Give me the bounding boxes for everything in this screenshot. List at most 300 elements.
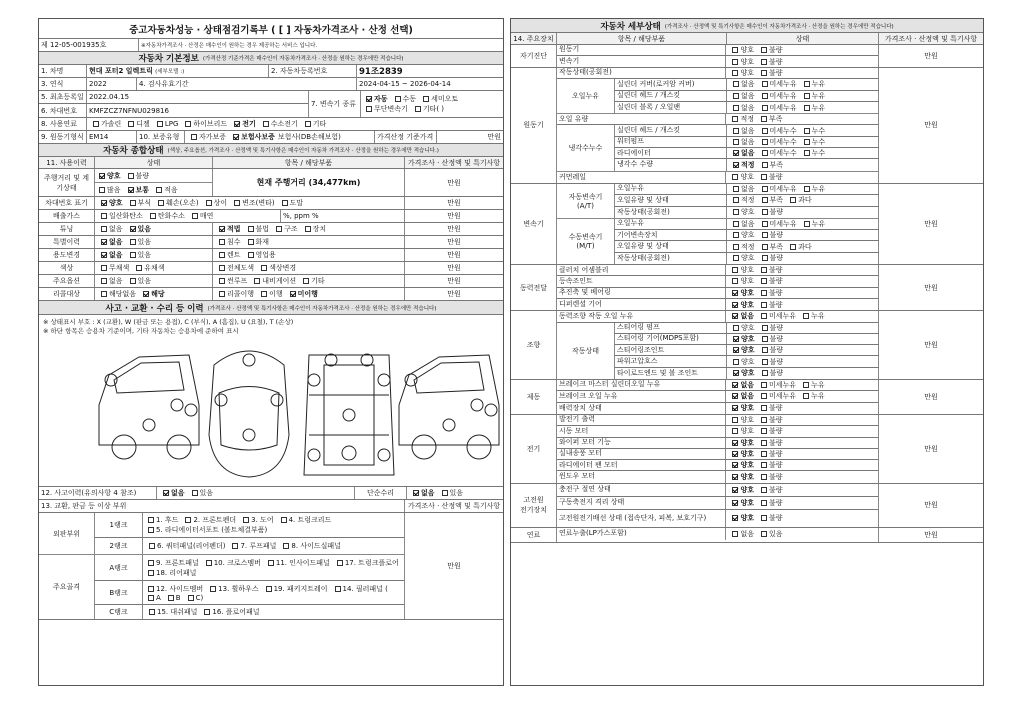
status-option[interactable]: 부족 xyxy=(758,160,784,170)
summary-row-special xyxy=(39,236,503,249)
status-option[interactable]: 누유 xyxy=(799,311,825,321)
summary-label: 배출가스 xyxy=(39,210,95,222)
accident-yes[interactable]: 있음 xyxy=(188,488,214,498)
status-option[interactable]: 적정 xyxy=(729,242,755,252)
summary-row-usage xyxy=(39,249,503,262)
status-option[interactable]: 없음 xyxy=(729,91,755,101)
odo-high[interactable]: 많음 xyxy=(95,185,121,195)
status-options xyxy=(726,299,878,310)
detail-col-item: 항목 / 해당부품 xyxy=(557,33,727,44)
detail-col-device: 14. 주요장치 xyxy=(511,33,557,44)
detail-item: 발전기 출력 xyxy=(557,415,726,425)
status-option[interactable]: 미세누유 xyxy=(758,91,797,101)
part-hood[interactable]: 1. 후드 xyxy=(144,515,178,525)
status-option[interactable]: 있음 xyxy=(757,529,783,539)
base-price-unit: 만원 xyxy=(487,133,501,141)
detail-item: 오일누유 xyxy=(615,219,727,229)
detail-col-price: 가격조사 · 산정액 및 특기사항 xyxy=(879,33,983,44)
status-option[interactable]: 양호 xyxy=(728,57,754,67)
status-option[interactable]: 누유 xyxy=(800,184,826,194)
price-unit: 만원 xyxy=(447,225,461,233)
status-option[interactable]: 미세누유 xyxy=(758,219,797,229)
odo-good[interactable]: 양호 xyxy=(95,171,121,181)
status-option[interactable]: 없음 xyxy=(729,103,755,113)
status-option[interactable]: 불량 xyxy=(757,288,783,298)
detail-item: 윈도우 모터 xyxy=(557,471,726,482)
vin: KMFZCZ7NFNU029816 xyxy=(89,106,169,115)
status-option[interactable]: 불량 xyxy=(758,323,784,333)
vin-status-options xyxy=(95,197,405,209)
status-options xyxy=(727,137,879,147)
trans-cvt[interactable]: 무단변속기 xyxy=(362,104,408,114)
status-option[interactable]: 불량 xyxy=(757,513,783,523)
vin-mismatch[interactable]: 상이 xyxy=(202,198,228,208)
status-option[interactable]: 불량 xyxy=(757,57,783,67)
part-radiator-support[interactable]: 5. 라디에이터서포트 (볼트체결부품) xyxy=(144,525,267,535)
status-option[interactable]: 적정 xyxy=(729,195,755,205)
status-option[interactable]: 양호 xyxy=(728,288,754,298)
price-unit: 만원 xyxy=(447,178,461,187)
status-option[interactable]: 과다 xyxy=(786,195,812,205)
trans-manual[interactable]: 수동 xyxy=(391,94,417,104)
status-option[interactable]: 불량 xyxy=(757,438,783,448)
status-options xyxy=(727,241,879,251)
part-dash-panel[interactable]: 15. 대쉬패널 xyxy=(145,607,197,617)
status-option[interactable]: 미세누유 xyxy=(757,380,796,390)
basic-info-title: 자동차 기본정보 (가격산정 기준가격은 매수인이 자동차가격조사 · 산정을 원하는 경우에만 적습니다) xyxy=(39,52,503,64)
rank2-label: 2랭크 xyxy=(95,538,143,554)
status-option[interactable]: 불량 xyxy=(757,265,783,275)
detail-row xyxy=(557,484,878,497)
detail-group xyxy=(511,45,983,68)
status-option[interactable]: 불량 xyxy=(758,253,784,263)
detail-subgroup-label: 냉각수누수 xyxy=(557,125,615,170)
status-option[interactable]: 불량 xyxy=(758,207,784,217)
label-car-name: 1. 차명 xyxy=(39,65,87,77)
status-option[interactable]: 미세누유 xyxy=(758,79,797,89)
opt-color-change[interactable]: 색상변경 xyxy=(257,263,296,273)
detail-row xyxy=(615,368,879,379)
status-option[interactable]: 없음 xyxy=(729,148,755,158)
detail-row xyxy=(557,288,878,299)
opt-navigation[interactable]: 내비게이션 xyxy=(250,276,296,286)
opt-applicable[interactable]: 해당 xyxy=(139,289,165,299)
part-floor-panel[interactable]: 16. 플로어패널 xyxy=(200,607,259,617)
fuel-gasoline[interactable]: 가솔린 xyxy=(89,119,121,129)
status-options xyxy=(726,403,878,414)
detail-group-label: 연료 xyxy=(511,528,557,542)
status-option[interactable]: 불량 xyxy=(757,403,783,413)
pillar-c[interactable]: C) xyxy=(184,594,204,602)
trans-other[interactable]: 기타( ) xyxy=(411,104,444,114)
exchange-price-unit: 만원 xyxy=(447,562,461,570)
status-option[interactable]: 없음 xyxy=(729,126,755,136)
part-door[interactable]: 3. 도어 xyxy=(239,515,273,525)
status-option[interactable]: 양호 xyxy=(728,513,754,523)
status-option[interactable]: 불량 xyxy=(758,230,784,240)
status-option[interactable]: 양호 xyxy=(729,207,755,217)
status-option[interactable]: 양호 xyxy=(728,265,754,275)
status-option[interactable]: 누유 xyxy=(799,380,825,390)
warranty-self[interactable]: 자가보증 xyxy=(187,132,226,142)
detail-row xyxy=(557,528,878,540)
part-wheel-house[interactable]: 13. 휠하우스 xyxy=(206,584,258,594)
opt-none[interactable]: 없음 xyxy=(97,237,123,247)
trans-semi[interactable]: 세미오토 xyxy=(419,94,458,104)
status-option[interactable]: 양호 xyxy=(728,415,754,425)
status-option[interactable]: 양호 xyxy=(728,498,754,508)
part-quarter-panel[interactable]: 6. 쿼터패널(리어펜더) xyxy=(145,541,225,551)
status-option[interactable]: 불량 xyxy=(757,472,783,482)
status-option[interactable]: 누유 xyxy=(799,391,825,401)
status-option[interactable]: 양호 xyxy=(728,460,754,470)
status-options xyxy=(726,415,878,425)
detail-row xyxy=(615,230,879,241)
part-front-panel[interactable]: 9. 프론트패널 xyxy=(144,558,199,568)
summary-row-odometer xyxy=(39,169,503,197)
status-options xyxy=(726,449,878,459)
detail-item: 배력장치 상태 xyxy=(557,403,726,414)
status-options xyxy=(727,159,879,170)
detail-item: 기어변속장치 xyxy=(615,230,727,240)
opt-chromatic[interactable]: 유채색 xyxy=(132,263,164,273)
opt-achromatic[interactable]: 무채색 xyxy=(97,263,129,273)
detail-row xyxy=(615,195,879,206)
status-option[interactable]: 불량 xyxy=(757,68,783,78)
odo-bad[interactable]: 불량 xyxy=(124,171,150,181)
status-options xyxy=(727,323,879,333)
opt-business[interactable]: 영업용 xyxy=(244,250,276,260)
summary-row-vin xyxy=(39,197,503,210)
status-option[interactable]: 양호 xyxy=(728,426,754,436)
status-option[interactable]: 불량 xyxy=(757,172,783,182)
opt-none[interactable]: 없음 xyxy=(97,224,123,234)
detail-item: 등속조인트 xyxy=(557,276,726,286)
detail-body xyxy=(511,45,983,543)
status-option[interactable]: 불량 xyxy=(757,498,783,508)
part-trunk-lid[interactable]: 4. 트렁크리드 xyxy=(277,515,332,525)
status-option[interactable]: 불량 xyxy=(757,45,783,55)
fuel-other[interactable]: 기타 xyxy=(301,119,327,129)
opt-yes[interactable]: 있음 xyxy=(126,276,152,286)
detail-item: 동력조향 작동 오일 누유 xyxy=(557,311,726,321)
opt-other[interactable]: 기타 xyxy=(299,276,325,286)
price-unit: 만원 xyxy=(447,264,461,272)
status-option[interactable]: 불량 xyxy=(758,368,784,378)
opt-recall-done[interactable]: 리콜이행 xyxy=(215,289,254,299)
opt-legal[interactable]: 적법 xyxy=(215,224,241,234)
status-option[interactable]: 양호 xyxy=(728,68,754,78)
status-options xyxy=(727,356,879,366)
status-option[interactable]: 불량 xyxy=(757,415,783,425)
status-option[interactable]: 양호 xyxy=(728,449,754,459)
car-top-view xyxy=(209,351,289,477)
detail-subgroup-label: 수동변속기 (M/T) xyxy=(557,219,615,264)
opt-yes[interactable]: 있음 xyxy=(126,250,152,260)
rankA-label: A랭크 xyxy=(95,555,143,580)
detail-col-status: 상태 xyxy=(727,33,879,44)
emission-smoke[interactable]: 매연 xyxy=(188,211,214,221)
status-option[interactable]: 양호 xyxy=(729,345,755,355)
part-trunk-floor[interactable]: 17. 트렁크플로어 xyxy=(333,558,399,568)
detail-group-label: 변속기 xyxy=(511,184,557,264)
detail-subgroup-label: 작동상태 xyxy=(557,323,615,379)
part-inside-panel[interactable]: 11. 인사이드패널 xyxy=(264,558,330,568)
status-options xyxy=(726,391,878,401)
status-option[interactable]: 양호 xyxy=(729,253,755,263)
status-options xyxy=(726,460,878,470)
warranty-options: 자가보증 보험사보증 보험사(DB손해보험) xyxy=(185,131,375,143)
detail-row xyxy=(557,449,878,460)
status-option[interactable]: 누수 xyxy=(800,137,826,147)
pillar-a[interactable]: A xyxy=(144,594,161,602)
detail-item: 스티어링 펌프 xyxy=(615,323,727,333)
rankC-label: C랭크 xyxy=(95,605,143,619)
opt-device[interactable]: 장치 xyxy=(301,224,327,234)
opt-flood[interactable]: 침수 xyxy=(215,237,241,247)
opt-none[interactable]: 없음 xyxy=(97,250,123,260)
odo-normal[interactable]: 보통 xyxy=(124,185,150,195)
pillar-b[interactable]: B xyxy=(164,594,181,602)
price-unit: 만원 xyxy=(924,283,938,292)
opt-not-applicable[interactable]: 해당없음 xyxy=(97,289,136,299)
status-option[interactable]: 누유 xyxy=(800,103,826,113)
status-options xyxy=(726,528,878,540)
opt-not-done[interactable]: 미이행 xyxy=(286,289,318,299)
detail-row xyxy=(557,380,878,391)
status-option[interactable]: 양호 xyxy=(729,368,755,378)
status-option[interactable]: 누수 xyxy=(800,126,826,136)
status-option[interactable]: 양호 xyxy=(729,230,755,240)
status-option[interactable]: 미세누유 xyxy=(758,184,797,194)
status-option[interactable]: 없음 xyxy=(729,79,755,89)
opt-fire[interactable]: 화재 xyxy=(244,237,270,247)
detail-item: 실내송풍 모터 xyxy=(557,449,726,459)
status-option[interactable]: 적정 xyxy=(729,160,755,170)
status-option[interactable]: 양호 xyxy=(728,403,754,413)
summary-row-color xyxy=(39,262,503,275)
detail-group xyxy=(511,311,983,380)
status-option[interactable]: 양호 xyxy=(728,172,754,182)
status-option[interactable]: 불량 xyxy=(758,334,784,344)
status-options xyxy=(726,114,878,124)
detail-item: 충전구 절연 상태 xyxy=(557,484,726,496)
accident-none[interactable]: 없음 xyxy=(159,488,185,498)
opt-done[interactable]: 이행 xyxy=(257,289,283,299)
part-side-member[interactable]: 12. 사이드멤버 xyxy=(144,584,203,594)
status-option[interactable]: 부족 xyxy=(757,114,783,124)
price-unit: 만원 xyxy=(924,530,938,539)
detail-row xyxy=(615,137,879,148)
left-panel xyxy=(38,18,504,686)
car-diagram-area xyxy=(39,315,503,487)
status-option[interactable]: 누유 xyxy=(800,79,826,89)
trans-auto[interactable]: 자동 xyxy=(362,94,388,104)
status-option[interactable]: 불량 xyxy=(758,345,784,355)
status-option[interactable]: 누수 xyxy=(800,148,826,158)
status-options xyxy=(727,184,879,194)
price-unit: 만원 xyxy=(447,199,461,207)
status-option[interactable]: 없음 xyxy=(728,529,754,539)
vin-smeared[interactable]: 도말 xyxy=(278,198,304,208)
warranty-insurer[interactable]: 보험사보증 xyxy=(229,132,275,142)
opt-none[interactable]: 없음 xyxy=(97,276,123,286)
status-option[interactable]: 미세누유 xyxy=(758,103,797,113)
detail-row xyxy=(615,219,879,230)
legend-note: ※ 하단 항목은 승용차 기준이며, 기타 자동차는 승용차에 준하여 표시 xyxy=(43,327,239,335)
car-diagram xyxy=(39,335,503,485)
exchange-parts-table xyxy=(39,513,503,620)
price-unit: 만원 xyxy=(447,251,461,259)
detail-item: 오일누유 xyxy=(615,184,727,194)
label-exchange-parts: 13. 교환, 판금 등 이상 부위 xyxy=(39,500,405,512)
status-option[interactable]: 없음 xyxy=(728,391,754,401)
status-option[interactable]: 양호 xyxy=(729,334,755,344)
status-option[interactable]: 불량 xyxy=(757,460,783,470)
detail-item: 오일 유량 xyxy=(557,114,726,124)
detail-item: 추진축 및 베어링 xyxy=(557,288,726,298)
part-side-sill[interactable]: 8. 사이드실패널 xyxy=(279,541,340,551)
status-option[interactable]: 미세누수 xyxy=(758,137,797,147)
status-option[interactable]: 미세누유 xyxy=(757,311,796,321)
detail-item: 실린더 커버(로커암 커버) xyxy=(615,79,727,89)
detail-item: 냉각수 수량 xyxy=(615,159,727,170)
opt-rent[interactable]: 렌트 xyxy=(215,250,241,260)
detail-row xyxy=(557,114,878,125)
detail-group xyxy=(511,380,983,415)
status-option[interactable]: 부족 xyxy=(758,195,784,205)
summary-row-recall xyxy=(39,288,503,301)
price-unit: 만원 xyxy=(447,290,461,298)
status-option[interactable]: 없음 xyxy=(728,380,754,390)
vin-altered[interactable]: 변조(변타) xyxy=(230,198,275,208)
emission-hc[interactable]: 탄화수소 xyxy=(146,211,185,221)
opt-yes[interactable]: 있음 xyxy=(126,237,152,247)
status-option[interactable]: 양호 xyxy=(728,45,754,55)
status-options xyxy=(727,102,879,113)
summary-label: 주요옵션 xyxy=(39,275,95,287)
status-option[interactable]: 불량 xyxy=(757,449,783,459)
fuel-hydrogen[interactable]: 수소전기 xyxy=(259,119,298,129)
detail-item: 브레이크 마스터 실린더오일 누유 xyxy=(557,380,726,390)
fuel-hybrid[interactable]: 하이브리드 xyxy=(181,119,227,129)
status-option[interactable]: 양호 xyxy=(728,472,754,482)
label-fuel: 8. 사용연료 xyxy=(39,118,87,130)
opt-illegal[interactable]: 불법 xyxy=(244,224,270,234)
part-rear-panel[interactable]: 18. 리어패널 xyxy=(144,568,196,578)
status-option[interactable]: 없음 xyxy=(728,311,754,321)
fuel-electric[interactable]: 전기 xyxy=(230,119,256,129)
label-vin: 6. 차대번호 xyxy=(39,104,87,117)
detail-row xyxy=(615,345,879,356)
exchange-price-header: 가격조사 · 산정액 및 특기사항 xyxy=(407,502,501,510)
status-options xyxy=(726,510,878,527)
status-option[interactable]: 양호 xyxy=(728,438,754,448)
simple-repair-none[interactable]: 없음 xyxy=(409,488,435,498)
detail-row xyxy=(615,125,879,136)
first-reg: 2022.04.15 xyxy=(89,93,130,101)
detail-subgroup-label: 자동변속기 (A/T) xyxy=(557,184,615,218)
status-option[interactable]: 적정 xyxy=(728,114,754,124)
car-frame-view xyxy=(304,354,394,475)
legend-symbols: ※ 상태표시 부호 : X (교환), W (판금 또는 용접), C (부식), A (흠집), U (요철), T (손상) xyxy=(43,318,294,326)
part-package-tray[interactable]: 19. 패키지트레이 xyxy=(262,584,328,594)
detail-row xyxy=(557,471,878,482)
part-pillar-panel[interactable]: 14. 필러패널 ( xyxy=(331,584,388,594)
status-option[interactable]: 미세누수 xyxy=(758,148,797,158)
odo-low[interactable]: 적음 xyxy=(152,185,178,195)
status-options xyxy=(726,426,878,436)
status-option[interactable]: 양호 xyxy=(728,300,754,310)
detail-item: 작동상태(공회전) xyxy=(615,207,727,218)
vin-rust[interactable]: 부식 xyxy=(126,198,152,208)
status-option[interactable]: 없음 xyxy=(729,219,755,229)
car-left-side-view xyxy=(99,355,199,459)
status-option[interactable]: 양호 xyxy=(728,276,754,286)
status-option[interactable]: 불량 xyxy=(758,357,784,367)
part-roof-panel[interactable]: 7. 루프패널 xyxy=(228,541,276,551)
status-options xyxy=(727,79,879,89)
status-option[interactable]: 불량 xyxy=(757,485,783,495)
detail-item: 브레이크 오일 누유 xyxy=(557,391,726,401)
summary-label: 차대번호 표기 xyxy=(39,197,95,209)
detail-row xyxy=(615,91,879,102)
detail-row xyxy=(615,184,879,195)
status-option[interactable]: 미세누유 xyxy=(757,391,796,401)
status-option[interactable]: 과다 xyxy=(786,242,812,252)
detail-item: 커먼레일 xyxy=(557,172,726,183)
status-options xyxy=(727,253,879,264)
status-option[interactable]: 양호 xyxy=(729,357,755,367)
part-front-fender[interactable]: 2. 프론트펜더 xyxy=(181,515,236,525)
status-option[interactable]: 양호 xyxy=(728,485,754,495)
rank1-label: 1랭크 xyxy=(95,513,143,537)
status-option[interactable]: 불량 xyxy=(757,300,783,310)
status-option[interactable]: 없음 xyxy=(729,137,755,147)
status-option[interactable]: 누유 xyxy=(800,219,826,229)
detail-row xyxy=(557,276,878,287)
label-first-reg: 5. 최초등록일 xyxy=(39,91,87,103)
vin-good[interactable]: 양호 xyxy=(97,198,123,208)
detail-item: 실린더 헤드 / 개스킷 xyxy=(615,125,727,135)
price-unit: 만원 xyxy=(924,341,938,350)
detail-item: 타이로드엔드 및 볼 조인트 xyxy=(615,368,727,379)
detail-row xyxy=(557,56,878,67)
status-option[interactable]: 불량 xyxy=(757,276,783,286)
vin-damage[interactable]: 훼손(오손) xyxy=(154,198,199,208)
status-option[interactable]: 미세누수 xyxy=(758,126,797,136)
status-option[interactable]: 양호 xyxy=(729,323,755,333)
detail-item: 와이퍼 모터 기능 xyxy=(557,438,726,448)
simple-repair-yes[interactable]: 있음 xyxy=(438,488,464,498)
emission-co[interactable]: 일산화탄소 xyxy=(97,211,143,221)
fuel-lpg[interactable]: LPG xyxy=(153,120,179,128)
detail-row xyxy=(557,172,878,183)
detail-row xyxy=(615,241,879,252)
part-cross-member[interactable]: 10. 크로스멤버 xyxy=(202,558,261,568)
opt-full-paint[interactable]: 전체도색 xyxy=(215,263,254,273)
opt-sunroof[interactable]: 썬루프 xyxy=(215,276,247,286)
summary-row-options xyxy=(39,275,503,288)
status-option[interactable]: 부족 xyxy=(758,242,784,252)
opt-yes[interactable]: 있음 xyxy=(126,224,152,234)
status-option[interactable]: 없음 xyxy=(729,184,755,194)
detail-item: 클러치 어셈블리 xyxy=(557,265,726,275)
status-option[interactable]: 불량 xyxy=(757,426,783,436)
opt-structure[interactable]: 구조 xyxy=(272,224,298,234)
status-option[interactable]: 누유 xyxy=(800,91,826,101)
fuel-diesel[interactable]: 디젤 xyxy=(124,119,150,129)
